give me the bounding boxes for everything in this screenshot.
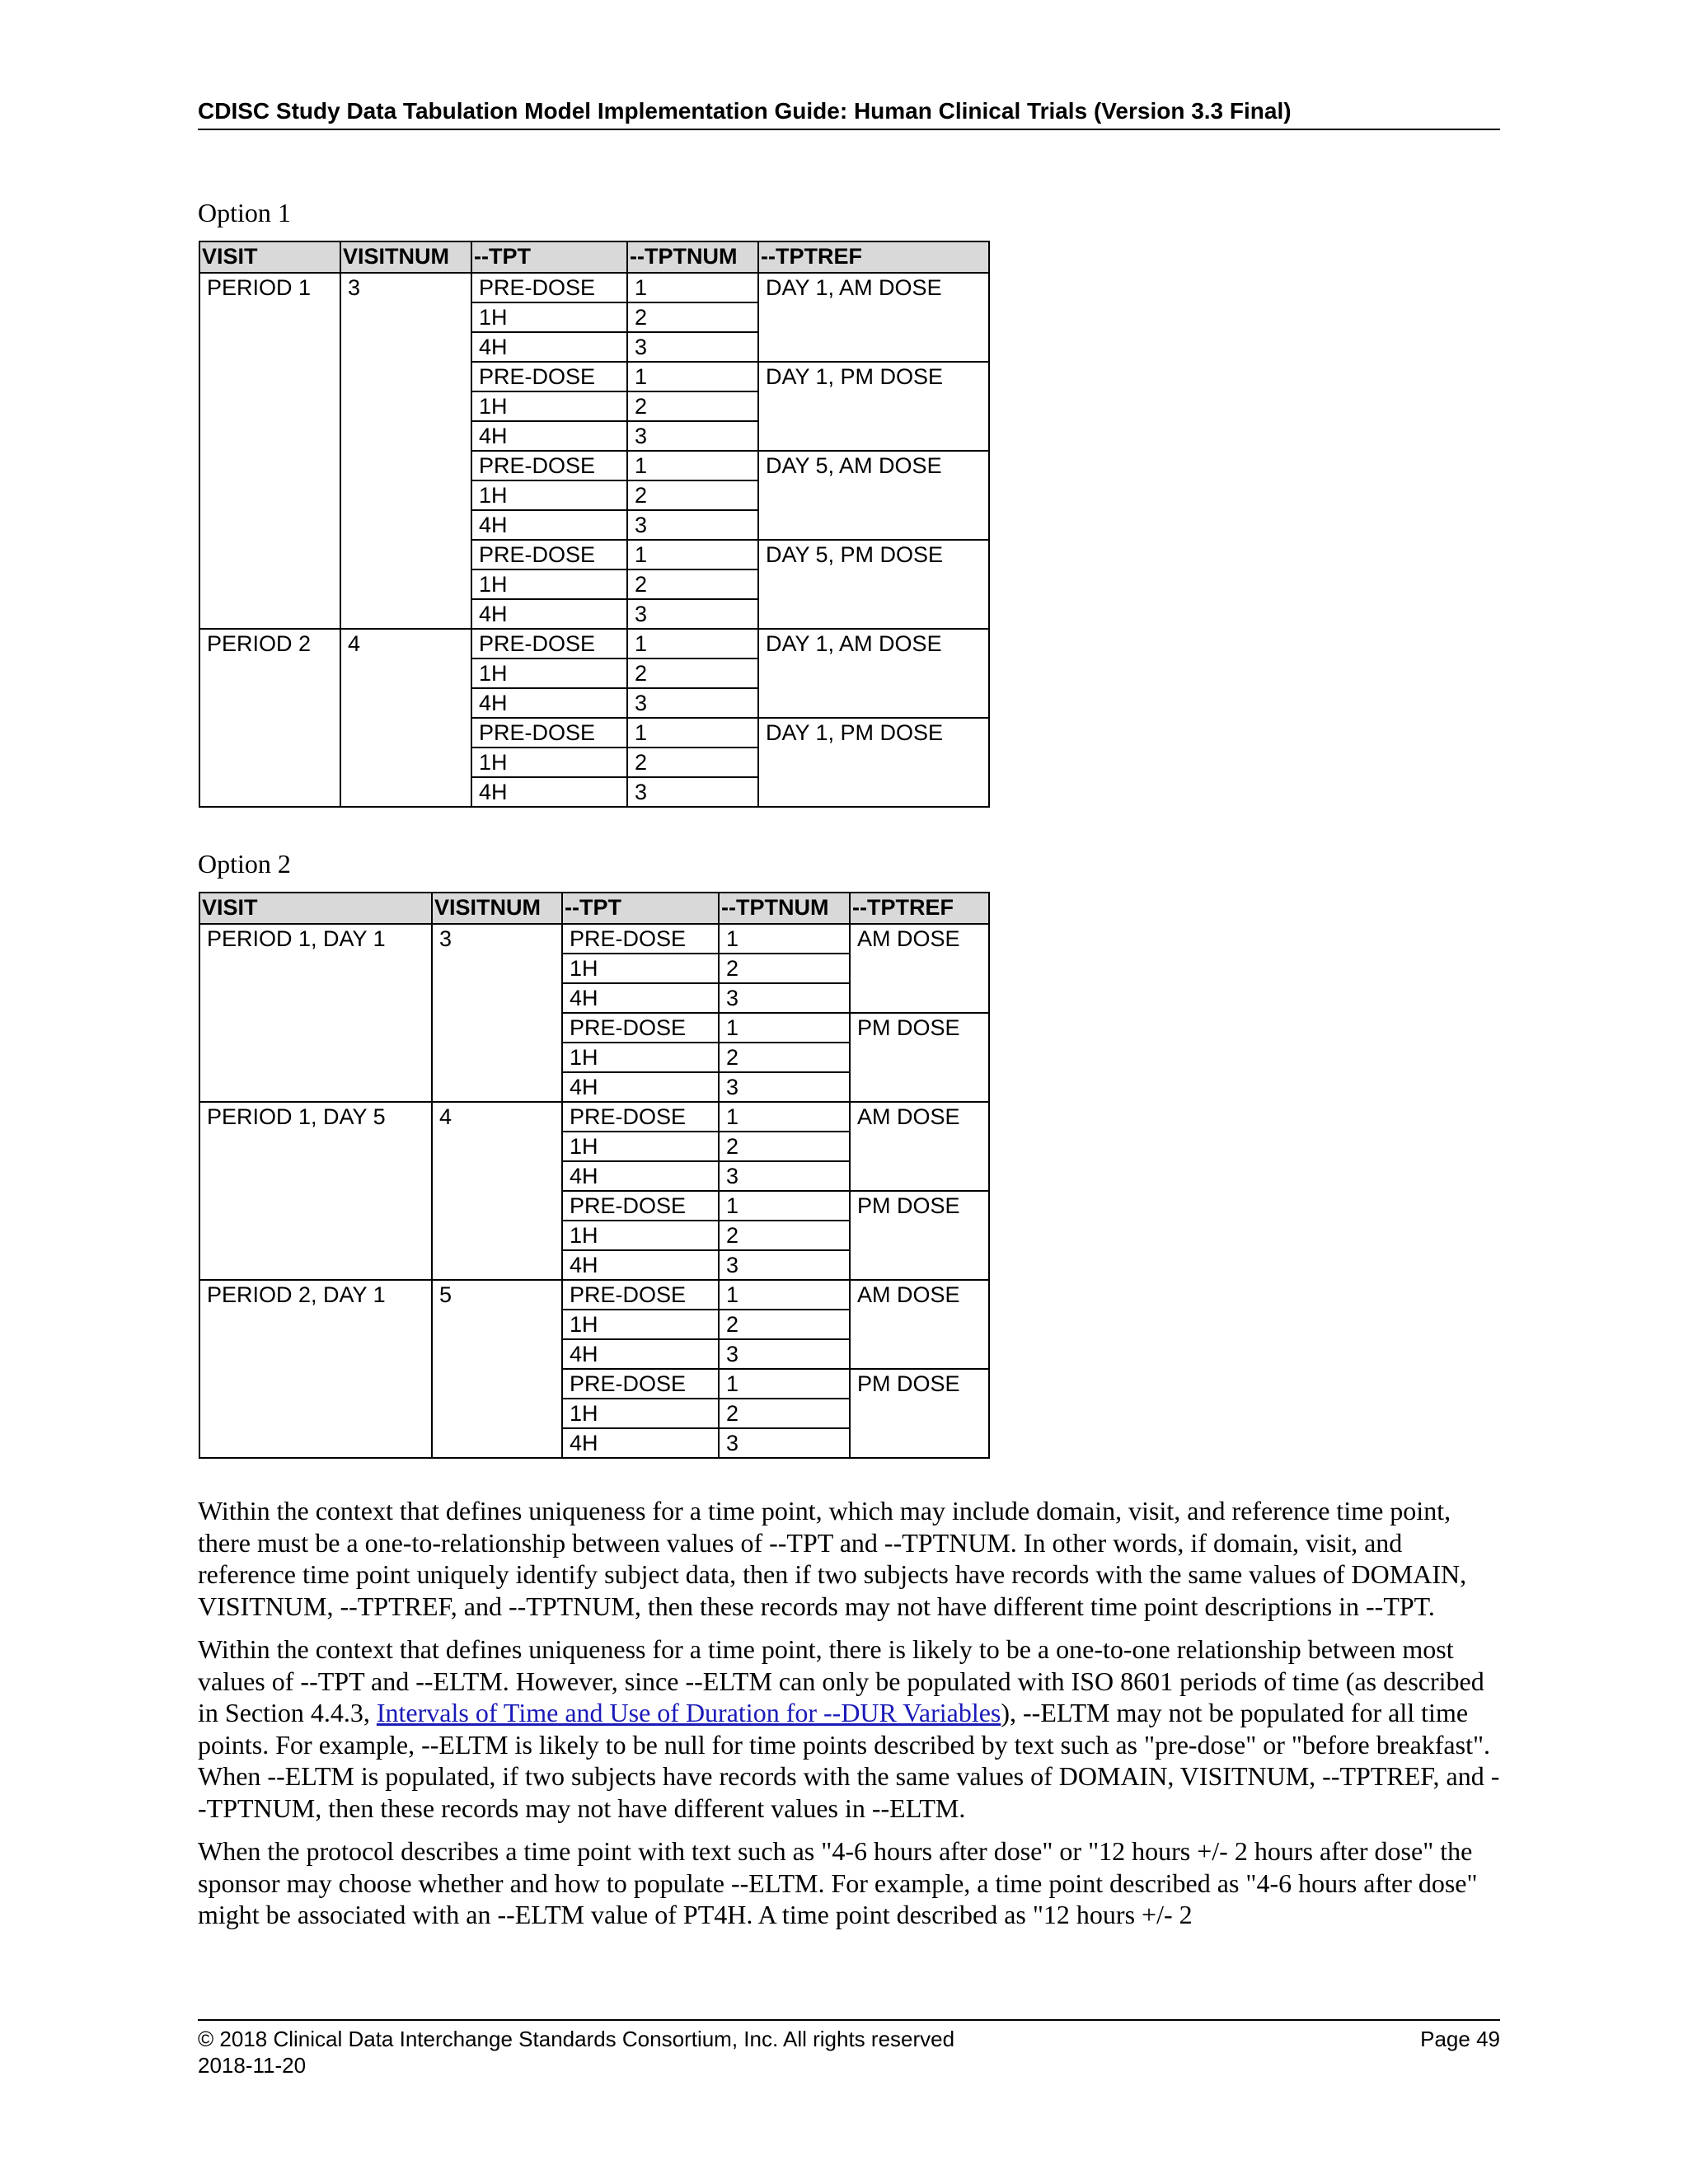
tpt-cell: 4H <box>471 510 627 540</box>
tptnum-cell: 3 <box>627 777 758 807</box>
tptnum-cell: 3 <box>719 1072 850 1102</box>
tpt-cell: 4H <box>471 688 627 718</box>
tptnum-cell: 3 <box>719 983 850 1013</box>
tptnum-cell: 2 <box>719 1310 850 1339</box>
tptnum-cell: 2 <box>719 1043 850 1072</box>
tptnum-cell: 1 <box>627 629 758 658</box>
tpt-cell: PRE-DOSE <box>471 273 627 302</box>
visit-cell: PERIOD 1, DAY 5 <box>199 1102 432 1280</box>
footer-date: 2018-11-20 <box>198 2053 307 2078</box>
page-footer <box>198 2019 1500 2079</box>
visitnum-cell: 5 <box>432 1280 562 1458</box>
paragraph-eltm-relationship <box>198 1633 1500 1824</box>
tpt-cell: PRE-DOSE <box>562 1369 719 1399</box>
paragraph-text: Within the context that defines uniqueness for a time point, there is likely to be a one-to-one relationship between most values of --TPT and --ELTM. However, since --ELTM can only be populated with ISO 8601 periods of time (as described in Section 4.4.3, <box>198 1634 1484 1727</box>
tpt-cell: 4H <box>562 1250 719 1280</box>
tptnum-cell: 3 <box>627 510 758 540</box>
tptref-cell: DAY 1, PM DOSE <box>758 362 989 451</box>
footer-page-number: Page 49 <box>1420 2027 1500 2051</box>
tpt-cell: 1H <box>471 569 627 599</box>
tptnum-cell: 1 <box>719 1102 850 1132</box>
tpt-cell: PRE-DOSE <box>471 718 627 748</box>
visitnum-cell: 3 <box>432 924 562 1102</box>
tptref-cell: PM DOSE <box>850 1013 989 1102</box>
tptref-cell: AM DOSE <box>850 1280 989 1369</box>
tpt-cell: 1H <box>562 1043 719 1072</box>
tptnum-cell: 2 <box>719 1132 850 1161</box>
tptnum-cell: 2 <box>627 569 758 599</box>
tptnum-cell: 1 <box>627 362 758 391</box>
tpt-cell: 1H <box>562 1221 719 1250</box>
tpt-cell: PRE-DOSE <box>562 1191 719 1221</box>
tptref-cell: PM DOSE <box>850 1369 989 1458</box>
tpt-cell: 1H <box>471 391 627 421</box>
page-header: CDISC Study Data Tabulation Model Implementation Guide: Human Clinical Trials (Version 3.3 Final) <box>198 97 1500 130</box>
tpt-cell: 1H <box>562 1310 719 1339</box>
tptnum-cell: 2 <box>627 480 758 510</box>
tptnum-cell: 1 <box>719 1191 850 1221</box>
tptnum-cell: 2 <box>627 658 758 688</box>
table-row <box>199 273 989 302</box>
column-header-tptref: --TPTREF <box>758 241 989 273</box>
table-row <box>199 924 989 954</box>
column-header-tpt: --TPT <box>471 241 627 273</box>
table-row <box>199 1102 989 1132</box>
tpt-cell: PRE-DOSE <box>471 362 627 391</box>
tptnum-cell: 1 <box>719 1369 850 1399</box>
tptnum-cell: 3 <box>627 688 758 718</box>
visit-cell: PERIOD 1, DAY 1 <box>199 924 432 1102</box>
tptnum-cell: 2 <box>627 391 758 421</box>
tpt-cell: 1H <box>562 954 719 983</box>
table-header-row <box>199 241 989 273</box>
tpt-cell: 4H <box>562 983 719 1013</box>
tptref-cell: AM DOSE <box>850 924 989 1013</box>
column-header-visitnum: VISITNUM <box>432 893 562 924</box>
column-header-tptnum: --TPTNUM <box>627 241 758 273</box>
tptnum-cell: 2 <box>719 1399 850 1428</box>
tptnum-cell: 3 <box>719 1428 850 1458</box>
tptnum-cell: 3 <box>719 1161 850 1191</box>
option-2-label: Option 2 <box>198 849 291 879</box>
column-header-tpt: --TPT <box>562 893 719 924</box>
tptnum-cell: 1 <box>627 273 758 302</box>
tptnum-cell: 3 <box>719 1339 850 1369</box>
column-header-visitnum: VISITNUM <box>340 241 471 273</box>
tpt-cell: PRE-DOSE <box>562 1013 719 1043</box>
paragraph-eltm-protocol: When the protocol describes a time point with text such as "4-6 hours after dose" or "12 hours +/- 2 hours after dose" the sponsor may choose whether and how to populate --ELTM. For example, a time point described as "4-6 hours after dose" might be associated with an --ELTM value of PT4H. A time point described as "12 hours +/- 2 <box>198 1836 1478 1929</box>
tpt-cell: 4H <box>562 1339 719 1369</box>
visit-cell: PERIOD 1 <box>199 273 340 629</box>
column-header-tptref: --TPTREF <box>850 893 989 924</box>
tpt-cell: 1H <box>562 1132 719 1161</box>
tptnum-cell: 1 <box>719 1280 850 1310</box>
tptnum-cell: 3 <box>627 332 758 362</box>
footer-copyright: © 2018 Clinical Data Interchange Standards Consortium, Inc. All rights reserved <box>198 2027 955 2051</box>
tpt-cell: PRE-DOSE <box>471 629 627 658</box>
option-1-label: Option 1 <box>198 198 291 227</box>
option-2-table <box>199 892 990 1459</box>
tpt-cell: PRE-DOSE <box>562 1102 719 1132</box>
tpt-cell: 4H <box>562 1161 719 1191</box>
section-link-intervals-of-time[interactable]: Intervals of Time and Use of Duration for --DUR Variables <box>376 1698 1001 1727</box>
tpt-cell: 1H <box>471 748 627 777</box>
table-row <box>199 629 989 658</box>
tpt-cell: PRE-DOSE <box>562 1280 719 1310</box>
option-1-table <box>199 241 990 808</box>
tptref-cell: DAY 1, AM DOSE <box>758 273 989 362</box>
tpt-cell: 1H <box>471 302 627 332</box>
tpt-cell: 4H <box>471 332 627 362</box>
column-header-visit: VISIT <box>199 893 432 924</box>
tptnum-cell: 3 <box>627 421 758 451</box>
tptnum-cell: 1 <box>627 451 758 480</box>
tptnum-cell: 1 <box>719 924 850 954</box>
visit-cell: PERIOD 2, DAY 1 <box>199 1280 432 1458</box>
tpt-cell: PRE-DOSE <box>471 451 627 480</box>
tptnum-cell: 1 <box>719 1013 850 1043</box>
tpt-cell: 4H <box>471 777 627 807</box>
tptnum-cell: 2 <box>627 302 758 332</box>
tptref-cell: DAY 5, AM DOSE <box>758 451 989 540</box>
tptref-cell: AM DOSE <box>850 1102 989 1191</box>
tptnum-cell: 2 <box>719 1221 850 1250</box>
tpt-cell: 1H <box>562 1399 719 1428</box>
tptnum-cell: 2 <box>627 748 758 777</box>
tpt-cell: PRE-DOSE <box>562 924 719 954</box>
tpt-cell: 4H <box>562 1072 719 1102</box>
paragraph-text: ), --ELTM may not be populated for all time points. For example, --ELTM is likely to be null for time points described by text such as "pre-dose" or "before breakfast". When --ELTM is populated, if two subjects have records with the same values of DOMAIN, VISITNUM, --TPTREF, and --TPTNUM, then these records may not have different values in --ELTM. <box>198 1698 1500 1823</box>
visitnum-cell: 4 <box>340 629 471 807</box>
tptnum-cell: 1 <box>627 540 758 569</box>
tpt-cell: 1H <box>471 658 627 688</box>
tpt-cell: 4H <box>471 599 627 629</box>
column-header-tptnum: --TPTNUM <box>719 893 850 924</box>
tpt-cell: 1H <box>471 480 627 510</box>
column-header-visit: VISIT <box>199 241 340 273</box>
tptnum-cell: 3 <box>719 1250 850 1280</box>
visitnum-cell: 4 <box>432 1102 562 1280</box>
tptref-cell: DAY 1, AM DOSE <box>758 629 989 718</box>
visit-cell: PERIOD 2 <box>199 629 340 807</box>
table-header-row <box>199 893 989 924</box>
tpt-cell: 4H <box>471 421 627 451</box>
tptnum-cell: 1 <box>627 718 758 748</box>
tptnum-cell: 2 <box>719 954 850 983</box>
visitnum-cell: 3 <box>340 273 471 629</box>
tptref-cell: DAY 5, PM DOSE <box>758 540 989 629</box>
table-row <box>199 1280 989 1310</box>
body-text <box>198 1495 1500 1943</box>
tpt-cell: PRE-DOSE <box>471 540 627 569</box>
tptnum-cell: 3 <box>627 599 758 629</box>
tptref-cell: DAY 1, PM DOSE <box>758 718 989 807</box>
tpt-cell: 4H <box>562 1428 719 1458</box>
paragraph-tpt-uniqueness: Within the context that defines uniqueness for a time point, which may include domain, visit, and reference time point, there must be a one-to-relationship between values of --TPT and --TPTNUM. In other words, if domain, visit, and reference time point uniquely identify subject data, then if two subjects have records with the same values of DOMAIN, VISITNUM, --TPTREF, and --TPTNUM, then these records may not have different time point descriptions in --TPT. <box>198 1496 1467 1621</box>
tptref-cell: PM DOSE <box>850 1191 989 1280</box>
